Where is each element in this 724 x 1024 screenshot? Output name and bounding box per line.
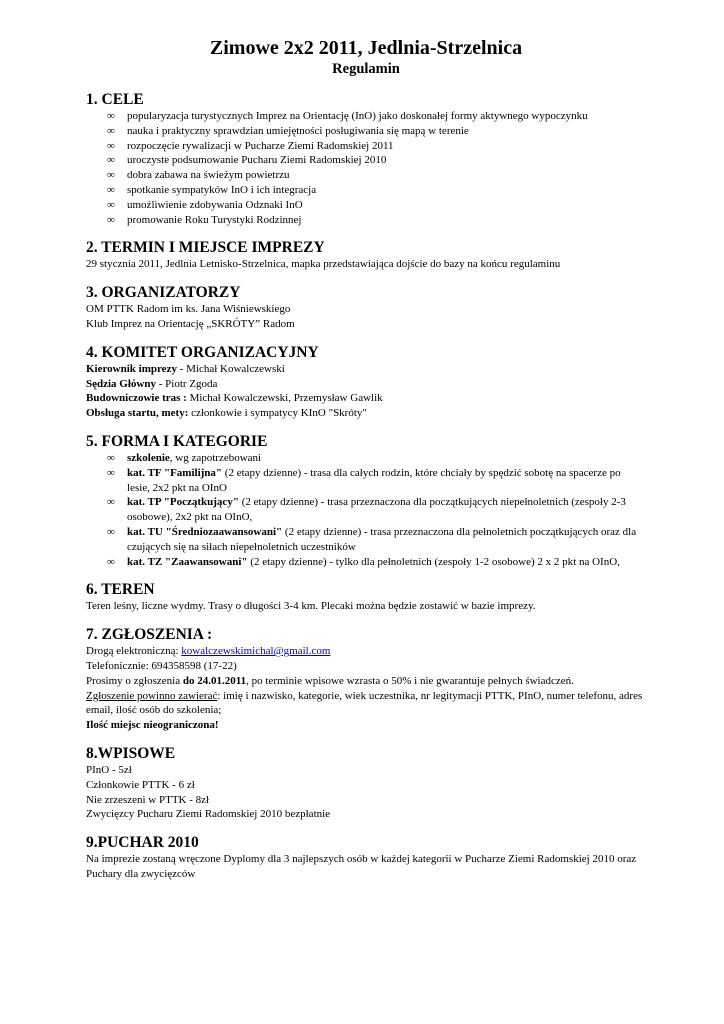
infinity-bullet-icon: ∞	[107, 183, 115, 196]
list-item: ∞ kat. TZ "Zaawansowani" (2 etapy dzienne) - tylko dla pełnoletnich (zespoły 1-2 osobowe) 2 x 2 pkt na OInO,	[107, 555, 620, 568]
list-item: ∞ kat. TF "Familijna" (2 etapy dzienne) - trasa dla całych rodzin, które chciały by spędzić sobotę na spacerze po lesie, 2x2 pkt na OInO	[107, 466, 621, 494]
section-organizatorzy	[86, 283, 646, 332]
list-item: ∞ spotkanie sympatyków InO i ich integracja	[107, 183, 317, 196]
section-forma-kategorie	[86, 432, 646, 569]
cup-text: Na imprezie zostaną wręczone Dyplomy dla 3 najlepszych osób w każdej kategorii w Pucharze Ziemi Radomskiej 2010 oraz Puchary dla zwycięzców	[86, 853, 637, 880]
section-teren	[86, 580, 646, 614]
infinity-bullet-icon: ∞	[107, 124, 115, 137]
unlimited-note: Ilość miejsc nieograniczona!	[86, 719, 219, 732]
section-cele	[86, 90, 646, 227]
list-item: ∞ rozpoczęcie rywalizacji w Pucharze Ziemi Radomskiej 2011	[107, 139, 394, 152]
section-heading: 5. FORMA I KATEGORIE	[86, 432, 268, 450]
fee-line: Zwycięzcy Pucharu Ziemi Radomskiej 2010 bezpłatnie	[86, 808, 331, 821]
document-subtitle: Regulamin	[332, 61, 400, 77]
section-heading: 6. TEREN	[86, 581, 155, 599]
list-item: ∞ szkolenie, wg zapotrzebowani	[107, 451, 262, 464]
section-heading: 2. TERMIN I MIEJSCE IMPREZY	[86, 239, 325, 257]
infinity-bullet-icon: ∞	[107, 466, 115, 479]
terrain-text: Teren leśny, liczne wydmy. Trasy o długości 3-4 km. Plecaki można będzie zostawić w bazie imprezy.	[86, 600, 536, 613]
categories-list	[86, 451, 646, 569]
goals-list	[86, 109, 646, 227]
document-title: Zimowe 2x2 2011, Jedlnia-Strzelnica	[209, 37, 523, 59]
infinity-bullet-icon: ∞	[107, 154, 115, 167]
section-wpisowe	[86, 744, 646, 822]
list-item: ∞ uroczyste podsumowanie Pucharu Ziemi Radomskiej 2010	[107, 154, 387, 167]
section-komitet	[86, 343, 646, 421]
infinity-bullet-icon: ∞	[107, 110, 115, 122]
section-termin	[86, 238, 646, 272]
section-heading: 9.PUCHAR 2010	[86, 834, 199, 852]
email-row: Drogą elektroniczną: kowalczewskimichal@gmail.com	[86, 645, 331, 658]
infinity-bullet-icon: ∞	[107, 451, 115, 464]
list-item: ∞ kat. TP "Początkujący" (2 etapy dzienne) - trasa przeznaczona dla początkujących niepełnoletnich (zespoły 2-3 osobowe), 2x2 pkt na OInO,	[107, 496, 626, 524]
infinity-bullet-icon: ∞	[107, 525, 115, 538]
document-page	[86, 36, 646, 882]
section-heading: 7. ZGŁOSZENIA :	[86, 626, 213, 644]
infinity-bullet-icon: ∞	[107, 139, 115, 152]
organizer-line: Klub Imprez na Orientację „SKRÓTY” Radom	[86, 317, 295, 330]
organizer-line: OM PTTK Radom im ks. Jana Wiśniewskiego	[86, 303, 291, 316]
list-item: ∞ nauka i praktyczny sprawdzian umiejętności posługiwania się mapą w terenie	[107, 124, 469, 137]
section-heading: 4. KOMITET ORGANIZACYJNY	[86, 343, 319, 361]
committee-row: Obsługa startu, mety: członkowie i sympatycy KInO "Skróty"	[86, 407, 367, 420]
fee-line: Członkowie PTTK - 6 zł	[86, 778, 195, 791]
email-link[interactable]: kowalczewskimichal@gmail.com	[181, 645, 331, 658]
infinity-bullet-icon: ∞	[107, 213, 115, 226]
infinity-bullet-icon: ∞	[107, 555, 115, 568]
section-zgloszenia	[86, 625, 646, 733]
section-heading: 8.WPISOWE	[86, 744, 176, 762]
list-item: ∞ promowanie Roku Turystyki Rodzinnej	[107, 213, 302, 226]
deadline-row: Prosimy o zgłoszenia do 24.01.2011, po terminie wpisowe wzrasta o 50% i nie gwarantuje pełnych świadczeń.	[86, 674, 574, 687]
infinity-bullet-icon: ∞	[107, 198, 115, 211]
section-heading: 3. ORGANIZATORZY	[86, 284, 241, 302]
date-place-text: 29 stycznia 2011, Jedlnia Letnisko-Strzelnica, mapka przedstawiająca dojście do bazy na końcu regulaminu	[86, 258, 561, 271]
phone-row: Telefonicznie: 694358598 (17-22)	[86, 659, 237, 672]
infinity-bullet-icon: ∞	[107, 169, 115, 182]
infinity-bullet-icon: ∞	[107, 496, 115, 509]
list-item: ∞ popularyzacja turystycznych Imprez na Orientację (InO) jako doskonałej formy aktywnego wypoczynku	[107, 110, 588, 122]
section-puchar	[86, 833, 646, 882]
list-item: ∞ dobra zabawa na świeżym powietrzu	[107, 169, 290, 182]
committee-row: Kierownik imprezy - Michał Kowalczewski	[86, 362, 285, 375]
fee-line: Nie zrzeszeni w PTTK - 8zł	[86, 793, 210, 806]
committee-row: Budowniczowie tras : Michał Kowalczewski, Przemysław Gawlik	[86, 392, 383, 405]
list-item: ∞ umożliwienie zdobywania Odznaki InO	[107, 198, 303, 211]
section-heading: 1. CELE	[86, 91, 144, 108]
required-info-row: Zgłoszenie powinno zawierać: imię i nazwisko, kategorie, wiek uczestnika, nr legitymacji PTTK, PInO, numer telefonu, adres email, ilość osób do szkolenia;	[86, 689, 643, 717]
fee-line: PInO - 5zł	[86, 763, 132, 776]
list-item: ∞ kat. TU "Średniozaawansowani" (2 etapy dzienne) - trasa przeznaczona dla pełnoletnich początkujących oraz dla czujących się na siłach niepełnoletnich uczestników	[107, 525, 637, 553]
committee-row: Sędzia Główny - Piotr Zgoda	[86, 377, 218, 390]
